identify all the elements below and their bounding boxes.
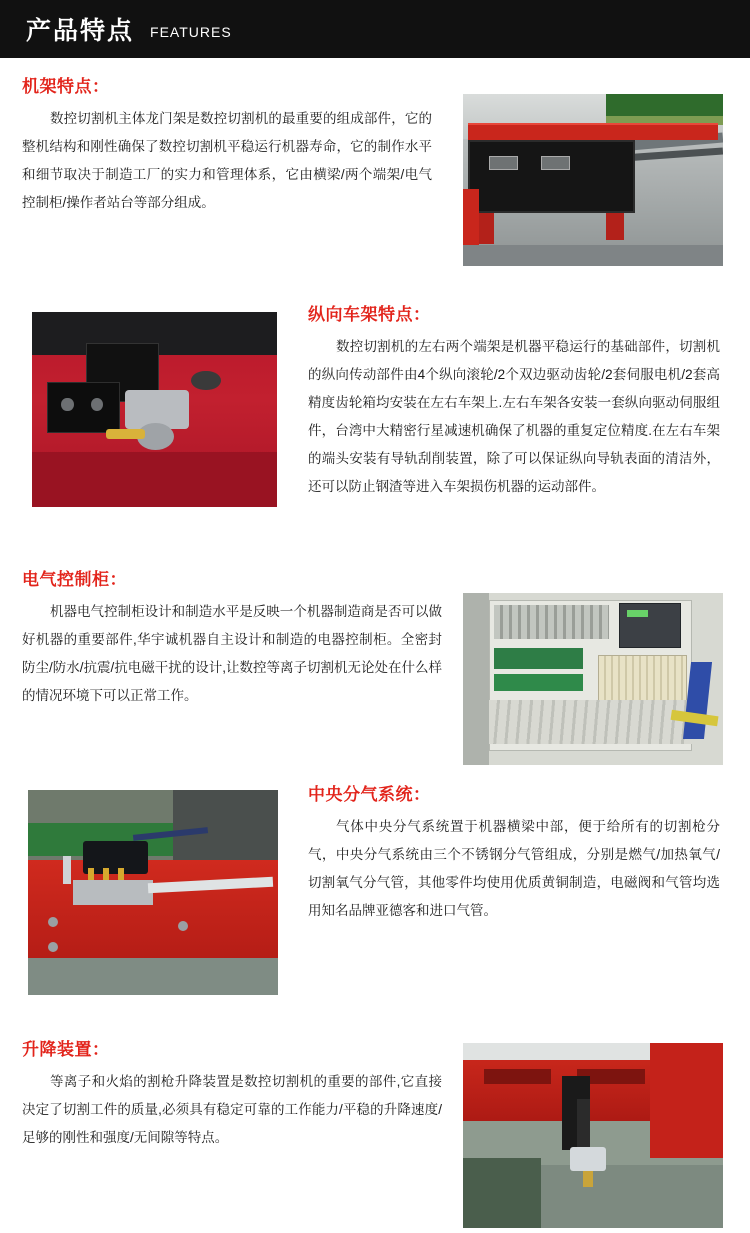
- section-gas-body: 气体中央分气系统置于机器横梁中部，便于给所有的切割枪分气，中央分气系统由三个不锈钢分气管组成，分别是燃气/加热氧气/切割氧气分气管，其他零件均使用优质黄铜制造，电磁阀和气管均选用知名品牌亚德客和进口气管。: [308, 819, 720, 918]
- section-frame-title: 机架特点：: [22, 77, 110, 96]
- section-lifter-text: [22, 1035, 442, 1152]
- section-cabinet-text: [22, 565, 442, 710]
- section-frame-text: [22, 72, 432, 217]
- page-header: [0, 0, 750, 58]
- section-gas-text: [308, 780, 720, 925]
- section-lifter-title: 升降装置：: [22, 1040, 110, 1059]
- electrical-cabinet-photo: [463, 593, 723, 765]
- carriage-motor-photo: [32, 312, 277, 507]
- section-carriage-title: 纵向车架特点：: [308, 305, 431, 324]
- torch-lifter-photo: [463, 1043, 723, 1228]
- section-cabinet-title: 电气控制柜：: [22, 570, 127, 589]
- section-gas-title: 中央分气系统：: [308, 785, 431, 804]
- section-carriage-text: [308, 300, 720, 501]
- page-subtitle: FEATURES: [150, 24, 232, 40]
- section-frame-body: 数控切割机主体龙门架是数控切割机的最重要的组成部件，它的整机结构和刚性确保了数控切割机平稳运行机器寿命，它的制作水平和细节取决于制造工厂的实力和管理体系，它由横梁/两个端架/电气控制柜/操作者站台等部分组成。: [22, 111, 432, 210]
- section-cabinet-body: 机器电气控制柜设计和制造水平是反映一个机器制造商是否可以做好机器的重要部件,华宇诚机器自主设计和制造的电器控制柜。全密封防尘/防水/抗震/抗电磁干扰的设计,让数控等离子切割机无论处在什么样的情况环境下可以正常工作。: [22, 604, 443, 703]
- gantry-frame-photo: [463, 94, 723, 266]
- section-carriage-body: 数控切割机的左右两个端架是机器平稳运行的基础部件，切割机的纵向传动部件由4个纵向滚轮/2个双边驱动齿轮/2套伺服电机/2套高精度齿轮箱均安装在左右车架上.左右车架各安装一套纵向驱动伺服组件，台湾中大精密行星减速机确保了机器的重复定位精度.在左右车架的端头安装有导轨刮削装置，除了可以保证纵向导轨表面的清洁外，还可以防止钢渣等进入车架损伤机器的运动部件。: [308, 339, 720, 494]
- section-lifter-body: 等离子和火焰的割枪升降装置是数控切割机的重要的部件,它直接决定了切割工件的质量,必须具有稳定可靠的工作能力/平稳的升降速度/足够的刚性和强度/无间隙等特点。: [22, 1074, 442, 1145]
- central-gas-photo: [28, 790, 278, 995]
- page-title: 产品特点: [26, 17, 135, 45]
